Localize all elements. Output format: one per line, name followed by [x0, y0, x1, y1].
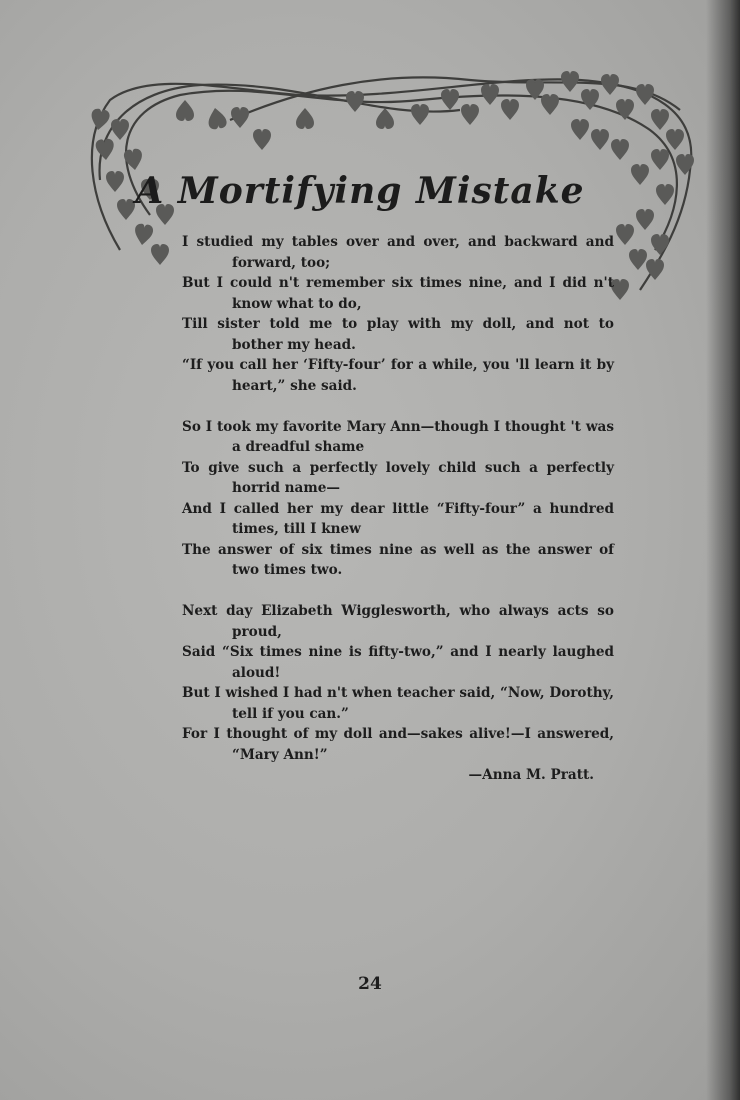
poem-line: Till sister told me to play with my doll, and not to bother my head. — [182, 316, 614, 353]
poem-line: For I thought of my doll and—sakes alive!—I answered, “Mary Ann!” — [182, 726, 614, 763]
poem-line: To give such a perfectly lovely child such a perfectly horrid name— — [182, 459, 614, 496]
stanza-1 — [182, 232, 614, 396]
poem-body — [182, 232, 614, 786]
stanza-3 — [182, 601, 614, 765]
poem-title: A Mortifying Mistake — [135, 170, 585, 212]
poem-line: And I called her my dear little “Fifty-four” a hundred times, till I knew — [182, 500, 614, 537]
poem-line: Next day Elizabeth Wigglesworth, who always acts so proud, — [182, 603, 614, 640]
poem-line: So I took my favorite Mary Ann—though I thought 't was a dreadful shame — [182, 418, 614, 455]
poem-attribution: —Anna M. Pratt. — [468, 767, 594, 783]
page-number: 24 — [358, 974, 382, 994]
stanza-2 — [182, 417, 614, 581]
poem-line: Said “Six times nine is fifty-two,” and I nearly laughed aloud! — [182, 644, 614, 681]
poem-line: But I could n't remember six times nine, and I did n't know what to do, — [182, 275, 614, 312]
poem-line: I studied my tables over and over, and backward and forward, too; — [182, 234, 614, 271]
poem-line: The answer of six times nine as well as the answer of two times two. — [182, 541, 614, 578]
poem-line: “If you call her ‘Fifty-four’ for a while, you 'll learn it by heart,” she said. — [182, 357, 614, 394]
poem-line: But I wished I had n't when teacher said, “Now, Dorothy, tell if you can.” — [182, 685, 614, 722]
